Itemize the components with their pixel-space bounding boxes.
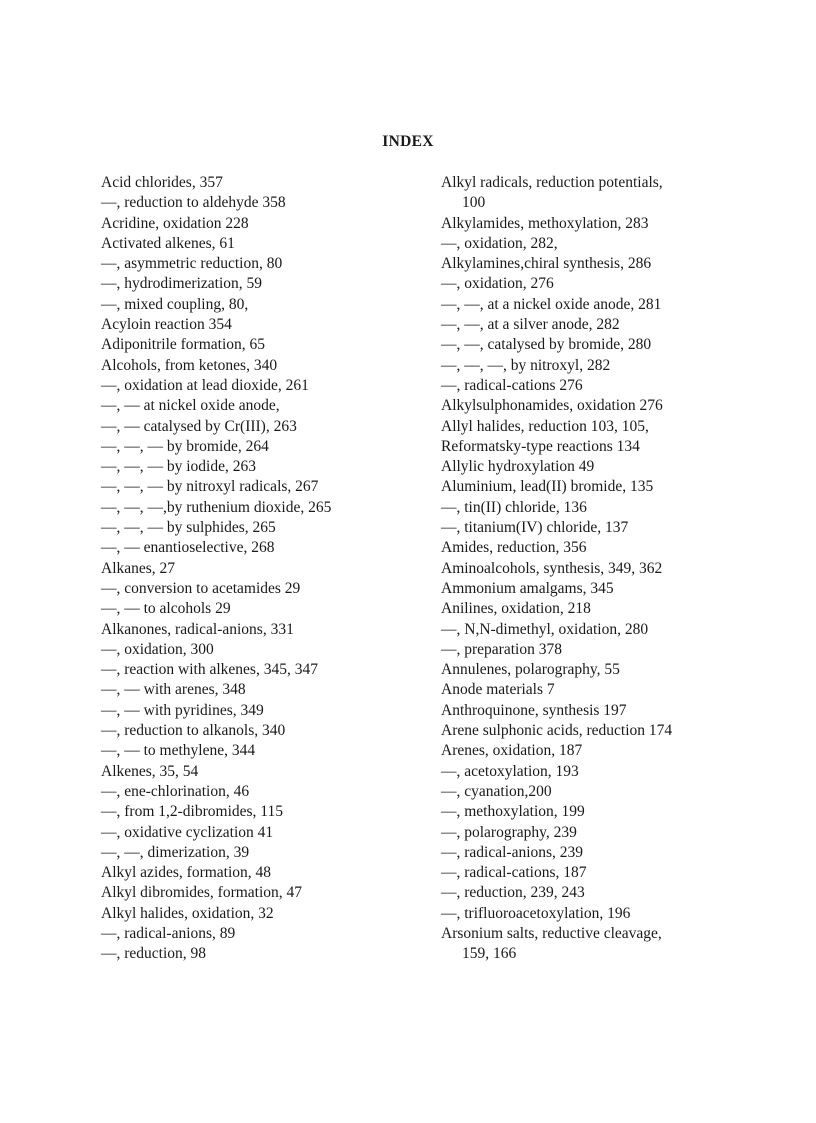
index-entry: Aminoalcohols, synthesis, 349, 362	[441, 559, 663, 577]
index-entry: —, radical-cations, 187	[441, 864, 587, 882]
index-entry: —, reduction to alkanols, 340	[101, 722, 286, 740]
index-entry: Acyloin reaction 354	[101, 316, 232, 334]
index-entry: Allylic hydroxylation 49	[441, 458, 595, 476]
index-entry: —, —, — by sulphides, 265	[101, 519, 276, 537]
index-entry: —, —, — by iodide, 263	[101, 458, 256, 476]
index-entry: —, radical-cations 276	[441, 376, 583, 394]
index-entry: Arsonium salts, reductive cleavage,	[441, 924, 662, 942]
index-entry: Alkyl radicals, reduction potentials,	[441, 174, 663, 191]
index-entry: —, titanium(IV) chloride, 137	[441, 519, 629, 537]
index-entry: —, reaction with alkenes, 345, 347	[101, 661, 318, 679]
index-entry: —, —, — by bromide, 264	[101, 437, 269, 455]
index-entry: —, reduction to aldehyde 358	[101, 194, 286, 212]
index-entry: —, oxidation at lead dioxide, 261	[101, 376, 309, 394]
index-entry: —, acetoxylation, 193	[441, 762, 579, 780]
index-entry: Anilines, oxidation, 218	[441, 600, 591, 618]
index-entry: —, preparation 378	[441, 640, 562, 658]
index-entry: —, reduction, 239, 243	[441, 884, 585, 902]
index-entry: Allyl halides, reduction 103, 105,	[441, 417, 649, 435]
index-entry: Alkanes, 27	[101, 559, 176, 577]
index-entry: —, —, catalysed by bromide, 280	[441, 336, 652, 354]
index-entry: Alcohols, from ketones, 340	[101, 356, 278, 374]
index-entry: Anthroquinone, synthesis 197	[441, 701, 627, 719]
index-entry: Alkenes, 35, 54	[101, 762, 199, 780]
index-entry: Acid chlorides, 357	[101, 174, 223, 191]
index-entry: —, —, — by nitroxyl radicals, 267	[101, 478, 319, 496]
index-entry: Alkyl halides, oxidation, 32	[101, 904, 274, 922]
index-entry: Reformatsky-type reactions 134	[441, 437, 640, 455]
index-entry: 100	[462, 194, 486, 212]
index-entry: —, trifluoroacetoxylation, 196	[441, 904, 631, 922]
index-entry: —, ene-chlorination, 46	[101, 782, 250, 800]
index-entry: 159, 166	[462, 945, 517, 963]
index-entry: Alkyl dibromides, formation, 47	[101, 884, 303, 902]
index-entry: Aluminium, lead(II) bromide, 135	[441, 478, 654, 496]
index-entry: —, — with arenes, 348	[101, 681, 246, 699]
index-entry: —, oxidation, 300	[101, 640, 214, 658]
index-entry: —, N,N-dimethyl, oxidation, 280	[441, 620, 649, 638]
index-entry: —, mixed coupling, 80,	[101, 295, 249, 313]
index-entry: —, tin(II) chloride, 136	[441, 498, 587, 516]
index-entry: —, radical-anions, 239	[441, 843, 584, 861]
index-entry: Arenes, oxidation, 187	[441, 742, 583, 760]
index-entry: —, conversion to acetamides 29	[101, 579, 301, 597]
index-entry: —, — to alcohols 29	[101, 600, 231, 618]
index-entry: —, —, dimerization, 39	[101, 843, 250, 861]
index-entry: Adiponitrile formation, 65	[101, 336, 266, 354]
index-entry: —, polarography, 239	[441, 823, 577, 841]
index-entry: Alkylamides, methoxylation, 283	[441, 214, 649, 232]
index-entry: Acridine, oxidation 228	[101, 214, 249, 232]
index-entry: —, methoxylation, 199	[441, 803, 585, 821]
index-entry: Amides, reduction, 356	[441, 539, 587, 557]
index-entry: —, — to methylene, 344	[101, 742, 256, 760]
index-column-right	[441, 173, 741, 965]
index-entry: —, —, at a silver anode, 282	[441, 316, 620, 334]
index-entry: Activated alkenes, 61	[101, 234, 235, 252]
index-column-left	[101, 173, 421, 965]
index-entry: —, cyanation,200	[441, 782, 552, 800]
index-entry: —, — enantioselective, 268	[101, 539, 275, 557]
index-entry: —, —, at a nickel oxide anode, 281	[441, 295, 662, 313]
index-entry: —, — at nickel oxide anode,	[101, 397, 280, 415]
index-entry: —, oxidative cyclization 41	[101, 823, 274, 841]
index-entry: Alkyl azides, formation, 48	[101, 864, 272, 882]
index-entry: —, —, —, by nitroxyl, 282	[441, 356, 611, 374]
index-entry: Annulenes, polarography, 55	[441, 661, 620, 679]
index-entry: —, asymmetric reduction, 80	[101, 255, 283, 273]
index-entry: —, radical-anions, 89	[101, 924, 236, 942]
index-entry: —, hydrodimerization, 59	[101, 275, 262, 293]
index-entry: Ammonium amalgams, 345	[441, 579, 614, 597]
index-entry: Alkylsulphonamides, oxidation 276	[441, 397, 663, 415]
index-entry: —, reduction, 98	[101, 945, 207, 963]
index-entry: —, — with pyridines, 349	[101, 701, 264, 719]
index-entry: Alkylamines,chiral synthesis, 286	[441, 255, 652, 273]
page-title: INDEX	[382, 133, 434, 150]
index-entry: —, oxidation, 276	[441, 275, 554, 293]
index-entry: Anode materials 7	[441, 681, 555, 699]
index-entry: —, — catalysed by Cr(III), 263	[101, 417, 297, 435]
index-entry: —, —, —,by ruthenium dioxide, 265	[101, 498, 332, 516]
index-entry: —, oxidation, 282,	[441, 234, 558, 252]
index-entry: —, from 1,2-dibromides, 115	[101, 803, 283, 821]
index-entry: Alkanones, radical-anions, 331	[101, 620, 294, 638]
index-entry: Arene sulphonic acids, reduction 174	[441, 722, 673, 740]
